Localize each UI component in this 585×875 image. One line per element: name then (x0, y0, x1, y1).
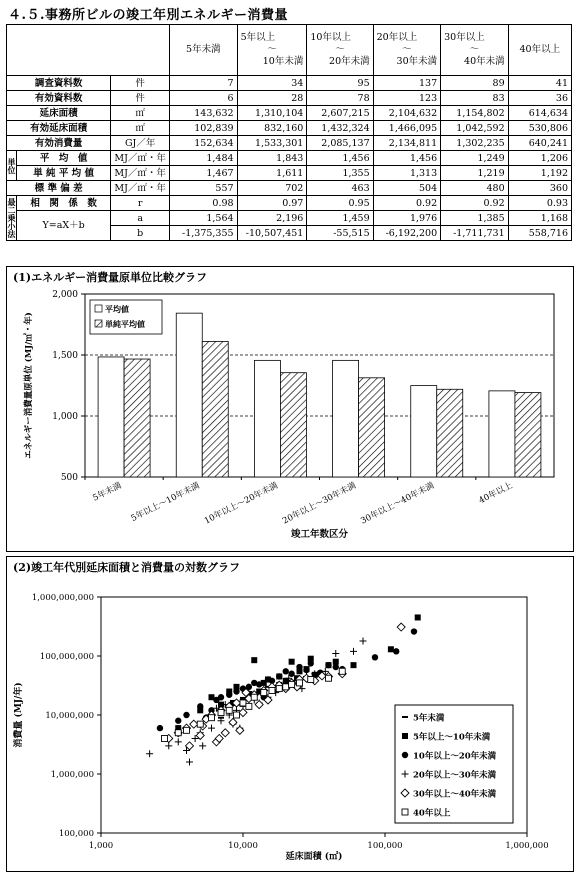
row-label: 単 純 平 均 値 (17, 166, 111, 181)
table-cell: -55,515 (307, 226, 373, 241)
table-row (7, 121, 572, 136)
bar (437, 389, 463, 477)
table-cell: 1,313 (373, 166, 441, 181)
scatter-chart (7, 557, 573, 871)
scatter-point (261, 690, 267, 696)
row-unit: r (111, 196, 170, 211)
table-cell: 36 (508, 91, 571, 106)
table-cell: 137 (373, 76, 441, 91)
table-cell: 1,976 (373, 211, 441, 226)
y-tick-label: 1,500 (52, 351, 78, 361)
row-label: 有効資料数 (7, 91, 111, 106)
scatter-point (297, 680, 303, 686)
table-cell: 2,607,215 (307, 106, 373, 121)
column-header-line: 10年以上 (310, 32, 351, 43)
x-tick-label: 10年以上～20年未満 (202, 480, 280, 527)
table-cell: 614,634 (508, 106, 571, 121)
x-axis-label: 竣工年数区分 (290, 529, 349, 540)
scatter-point (325, 662, 331, 668)
scatter-point (226, 692, 232, 698)
table-cell: 1,249 (441, 151, 509, 166)
row-unit: ㎡ (111, 121, 170, 136)
table-cell: 2,104,632 (373, 106, 441, 121)
table-row (7, 211, 572, 226)
scatter-point (411, 628, 417, 634)
column-header-line: ～ (335, 44, 345, 55)
row-unit: a (111, 211, 170, 226)
table-cell: 463 (307, 181, 373, 196)
scatter-point (161, 735, 167, 741)
table-cell: 360 (508, 181, 571, 196)
page-title: ４.５.事務所ビルの竣工年別エネルギー消費量 (8, 8, 289, 23)
table-cell: 1,533,301 (237, 136, 307, 151)
scatter-point (251, 694, 257, 700)
scatter-point (175, 718, 181, 724)
table-cell: 2,134,811 (373, 136, 441, 151)
legend-marker (402, 752, 408, 758)
bar (333, 360, 359, 477)
x-tick-label: 30年以上～40年未満 (359, 480, 437, 527)
bar (489, 391, 515, 477)
table-cell: 1,564 (170, 211, 238, 226)
row-label: 調査資料数 (7, 76, 111, 91)
table-cell: 1,154,802 (441, 106, 509, 121)
row-label: 延床面積 (7, 106, 111, 121)
scatter-point (308, 660, 314, 666)
scatter-point (350, 662, 356, 668)
column-header-line: 20年未満 (329, 56, 370, 67)
table-cell: 0.92 (441, 196, 509, 211)
table-cell: 1,484 (170, 151, 238, 166)
scatter-point (288, 671, 294, 677)
row-label: 相 関 係 数 (17, 196, 111, 211)
x-tick-label: 10,000 (228, 841, 258, 851)
table-cell: 83 (441, 91, 509, 106)
table-cell: 1,385 (441, 211, 509, 226)
scatter-point (208, 715, 214, 721)
legend-label: 10年以上～20年未満 (413, 751, 497, 762)
scatter-chart-title: (2)竣工年代別延床面積と消費量の対数グラフ (13, 561, 241, 574)
table-cell: 1,467 (170, 166, 238, 181)
row-unit: MJ／㎡・年 (111, 151, 170, 166)
table-cell: 95 (307, 76, 373, 91)
column-header (508, 25, 571, 76)
table-row (7, 181, 572, 196)
side-label-least-squares: 最二乗小法 (7, 196, 17, 241)
table-cell: 558,716 (508, 226, 571, 241)
y-tick-label: 1,000,000,000 (31, 593, 94, 603)
scatter-point (393, 648, 399, 654)
bar (411, 386, 437, 477)
row-unit: ㎡ (111, 106, 170, 121)
row-unit: 件 (111, 91, 170, 106)
scatter-point (296, 664, 302, 670)
column-header (441, 25, 509, 76)
legend-label: 5年未満 (413, 713, 445, 724)
bar (124, 359, 150, 477)
scatter-point (339, 668, 345, 674)
table-cell: 1,042,592 (441, 121, 509, 136)
column-header-line: 5年未満 (186, 44, 221, 55)
table-cell: 152,634 (170, 136, 238, 151)
scatter-point (234, 712, 240, 718)
table-cell: 557 (170, 181, 238, 196)
table-cell: 2,085,137 (307, 136, 373, 151)
scatter-point (372, 654, 378, 660)
table-row (7, 196, 572, 211)
y-tick-label: 100,000 (58, 829, 94, 839)
table-cell: 1,456 (373, 151, 441, 166)
table-cell: 1,466,095 (373, 121, 441, 136)
bar (359, 378, 385, 477)
scatter-point (333, 659, 339, 665)
legend-swatch (95, 320, 102, 327)
table-cell: 0.95 (307, 196, 373, 211)
column-header-line: ～ (469, 44, 480, 55)
table-cell: 0.98 (170, 196, 238, 211)
scatter-point (303, 667, 309, 673)
row-unit: GJ／年 (111, 136, 170, 151)
scatter-point (269, 688, 275, 694)
y-tick-label: 1,000,000 (50, 770, 94, 780)
column-header (170, 25, 238, 76)
scatter-point (175, 730, 181, 736)
bar (176, 313, 202, 477)
scatter-point (218, 694, 224, 700)
scatter-point (415, 614, 421, 620)
column-header-line: 5年以上 (240, 32, 276, 43)
scatter-point (256, 681, 262, 687)
table-cell: 2,196 (237, 211, 307, 226)
column-header-line: 30年以上 (444, 32, 485, 43)
x-tick-label: 5年未満 (91, 480, 124, 504)
table-cell: 1,456 (307, 151, 373, 166)
legend-label: 20年以上～30年未満 (413, 770, 497, 781)
table-cell: -1,711,731 (441, 226, 509, 241)
table-header-row (7, 25, 572, 76)
bar (202, 341, 228, 477)
column-header-line: 40年未満 (464, 56, 505, 67)
table-cell: 1,355 (307, 166, 373, 181)
bar-chart-panel (6, 266, 574, 552)
table-cell: 1,843 (237, 151, 307, 166)
row-unit: MJ／㎡・年 (111, 181, 170, 196)
bar (515, 393, 541, 477)
table-cell: -1,375,355 (170, 226, 238, 241)
row-label: 有効消費量 (7, 136, 111, 151)
column-header-line: 40年以上 (519, 44, 561, 55)
formula-cell: Y=aX＋b (17, 211, 111, 241)
legend-swatch (95, 305, 102, 312)
table-cell: 0.93 (508, 196, 571, 211)
legend-label: 平均値 (105, 304, 129, 314)
scatter-point (251, 657, 257, 663)
table-cell: 102,839 (170, 121, 238, 136)
scatter-point (283, 668, 289, 674)
bar (98, 357, 124, 477)
table-cell: 123 (373, 91, 441, 106)
column-header (307, 25, 373, 76)
table-cell: 89 (441, 76, 509, 91)
scatter-point (240, 700, 246, 706)
scatter-point (218, 710, 224, 716)
column-header-line: ～ (267, 44, 277, 55)
table-cell: 530,806 (508, 121, 571, 136)
x-tick-label: 1,000,000 (505, 841, 549, 851)
table-cell: 1,432,324 (307, 121, 373, 136)
table-row (7, 151, 572, 166)
table-cell: 640,241 (508, 136, 571, 151)
legend-label: 40年以上 (413, 808, 451, 819)
scatter-point (183, 712, 189, 718)
column-header-line: 30年未満 (396, 56, 438, 67)
scatter-point (325, 675, 331, 681)
table-cell: 143,632 (170, 106, 238, 121)
table-cell: 1,206 (508, 151, 571, 166)
table-cell: 7 (170, 76, 238, 91)
table-row (7, 136, 572, 151)
table-cell: 1,192 (508, 166, 571, 181)
column-header-line: 20年以上 (376, 32, 418, 43)
x-tick-label: 40年以上 (477, 480, 515, 507)
side-label-unit: 単位 (7, 151, 17, 181)
scatter-point (183, 727, 189, 733)
scatter-point (276, 673, 282, 679)
scatter-point (246, 703, 252, 709)
scatter-point (233, 688, 239, 694)
table-corner-cell (7, 25, 170, 76)
table-cell: 702 (237, 181, 307, 196)
table-cell: 0.97 (237, 196, 307, 211)
table-cell: 504 (373, 181, 441, 196)
table-cell: 1,611 (237, 166, 307, 181)
scatter-point (226, 707, 232, 713)
table-cell: 1,302,235 (441, 136, 509, 151)
legend-marker (402, 733, 408, 739)
y-tick-label: 10,000,000 (45, 711, 94, 721)
x-tick-label: 5年以上～10年未満 (129, 480, 202, 525)
scatter-point (157, 725, 163, 731)
y-tick-label: 100,000,000 (39, 652, 94, 662)
y-tick-label: 1,000 (52, 412, 78, 422)
row-label: 平 均 値 (17, 151, 111, 166)
table-cell: 832,160 (237, 121, 307, 136)
scatter-point (276, 686, 282, 692)
table-row (7, 166, 572, 181)
row-label: 有効延床面積 (7, 121, 111, 136)
scatter-chart-panel (6, 556, 574, 872)
table-cell: -10,507,451 (237, 226, 307, 241)
scatter-point (308, 676, 314, 682)
x-axis-label: 延床面積 (㎡) (285, 852, 343, 862)
table-cell: 28 (237, 91, 307, 106)
table-cell: 1,459 (307, 211, 373, 226)
scatter-point (289, 681, 295, 687)
column-header (373, 25, 441, 76)
table-row (7, 91, 572, 106)
x-tick-label: 100,000 (367, 841, 403, 851)
table-row (7, 106, 572, 121)
table-cell: 1,219 (441, 166, 509, 181)
table-cell: 1,310,104 (237, 106, 307, 121)
table-cell: 0.92 (373, 196, 441, 211)
scatter-point (388, 646, 394, 652)
scatter-point (333, 664, 339, 670)
table-cell: 78 (307, 91, 373, 106)
legend-marker (402, 809, 408, 815)
row-unit: b (111, 226, 170, 241)
scatter-point (289, 659, 295, 665)
column-header-line: 10年未満 (262, 56, 304, 67)
table-cell: 41 (508, 76, 571, 91)
bar (280, 373, 306, 477)
row-unit: MJ／㎡・年 (111, 166, 170, 181)
row-unit: 件 (111, 76, 170, 91)
bar-chart (7, 267, 573, 551)
legend-label: 5年以上～10年未満 (413, 732, 491, 743)
column-header (237, 25, 307, 76)
table-cell: -6,192,200 (373, 226, 441, 241)
scatter-point (197, 721, 203, 727)
table-cell: 480 (441, 181, 509, 196)
legend-label: 30年以上～40年未満 (413, 789, 497, 800)
scatter-point (197, 703, 203, 709)
x-tick-label: 20年以上～30年未満 (281, 480, 358, 527)
summary-table-body (7, 25, 572, 241)
y-axis-label: エネルギー消費量原単位 (MJ/㎡・年) (24, 312, 34, 459)
bar (254, 360, 280, 477)
table-cell: 1,168 (508, 211, 571, 226)
y-tick-label: 500 (60, 473, 78, 483)
table-cell: 6 (170, 91, 238, 106)
column-header-line: ～ (402, 44, 412, 55)
table-cell: 34 (237, 76, 307, 91)
x-tick-label: 1,000 (88, 841, 114, 851)
table-row (7, 76, 572, 91)
y-axis-label: 消費量 (MJ/年) (14, 682, 24, 748)
summary-table (6, 24, 572, 241)
legend-label: 単純平均値 (105, 319, 145, 329)
y-tick-label: 2,000 (52, 290, 78, 300)
bar-chart-title: (1)エネルギー消費量原単位比較グラフ (13, 271, 208, 284)
scatter-point (283, 684, 289, 690)
row-label: 標 準 偏 差 (7, 181, 111, 196)
